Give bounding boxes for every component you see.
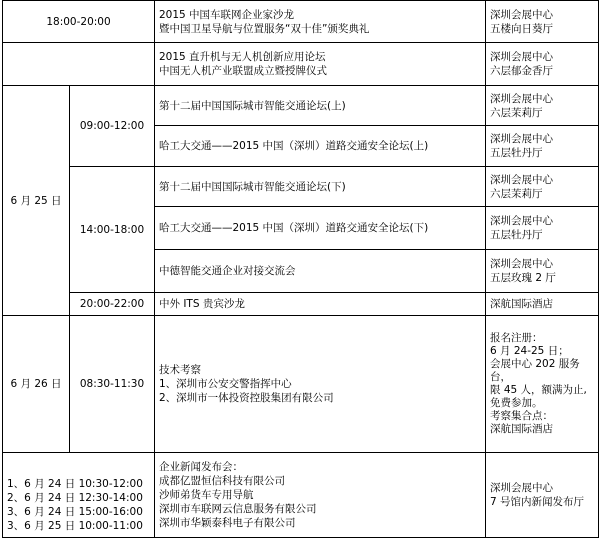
date-cell: 6 月 26 日 xyxy=(3,316,70,453)
schedule-row xyxy=(3,167,599,207)
venue-line: 五层牡丹厅 xyxy=(490,229,543,241)
schedule-row xyxy=(3,293,599,316)
date-line: 3、6 月 25 日 10:00-11:00 xyxy=(7,520,143,532)
venue-line: 报名注册： xyxy=(490,332,543,344)
time-cell: 14:00-18:00 xyxy=(70,167,155,293)
venue-line: 六层茉莉厅 xyxy=(490,187,543,200)
time-cell: 18:00-20:00 xyxy=(3,1,155,43)
venue-line: 深圳会展中心 xyxy=(490,51,553,63)
event-cell xyxy=(155,43,486,86)
event-line: 技术考察 xyxy=(159,364,201,376)
event-cell: 第十二届中国国际城市智能交通论坛(下) xyxy=(155,167,486,207)
event-cell xyxy=(155,453,486,538)
venue-line: 五层牡丹厅 xyxy=(490,147,543,159)
venue-cell xyxy=(486,250,599,293)
event-cell: 第十二届中国国际城市智能交通论坛(上) xyxy=(155,86,486,126)
venue-line: 6 月 24-25 日； xyxy=(490,345,569,357)
event-line: 暨中国卫星导航与位置服务“双十佳”颁奖典礼 xyxy=(159,22,370,35)
venue-line: 深圳会展中心 xyxy=(490,482,553,494)
venue-line: 深圳会展中心 xyxy=(490,8,553,21)
event-cell: 中外 ITS 贵宾沙龙 xyxy=(155,293,486,316)
venue-cell xyxy=(486,453,599,538)
venue-line: 六层茉莉厅 xyxy=(490,106,543,119)
event-line: 中国无人机产业联盟成立暨授牌仪式 xyxy=(159,65,327,77)
event-cell: 哈工大交通——2015 中国（深圳）道路交通安全论坛(上) xyxy=(155,126,486,167)
venue-cell xyxy=(486,167,599,207)
event-line: 深圳市车联网云信息服务有限公司 xyxy=(159,503,317,515)
time-cell xyxy=(3,43,155,86)
event-line: 成都亿盟恒信科技有限公司 xyxy=(159,475,285,487)
schedule-row xyxy=(3,316,599,453)
venue-cell xyxy=(486,126,599,167)
date-cell: 6 月 25 日 xyxy=(3,86,70,316)
venue-line: 深圳会展中心 xyxy=(490,92,553,105)
venue-cell xyxy=(486,43,599,86)
time-cell: 20:00-22:00 xyxy=(70,293,155,316)
venue-line: 考察集合点： xyxy=(490,410,553,422)
venue-line: 深航国际酒店 xyxy=(490,423,553,435)
date-line: 1、6 月 24 日 10:30-12:00 xyxy=(7,478,143,490)
venue-line: 深圳会展中心 xyxy=(490,215,553,227)
event-line: 2015 直升机与无人机创新应用论坛 xyxy=(159,51,326,63)
event-cell xyxy=(155,1,486,43)
venue-line: 深圳会展中心 xyxy=(490,133,553,145)
event-line: 2015 中国车联网企业家沙龙 xyxy=(159,8,295,21)
schedule-row xyxy=(3,1,599,43)
time-cell: 09:00-12:00 xyxy=(70,86,155,167)
venue-line: 深圳会展中心 xyxy=(490,258,553,270)
schedule-row xyxy=(3,43,599,86)
venue-cell: 深航国际酒店 xyxy=(486,293,599,316)
venue-line: 五层玫瑰 2 厅 xyxy=(490,272,556,284)
event-cell: 哈工大交通——2015 中国（深圳）道路交通安全论坛(下) xyxy=(155,207,486,250)
venue-line: 深圳会展中心 xyxy=(490,173,553,186)
venue-cell xyxy=(486,207,599,250)
venue-line: 会展中心 202 服务台， xyxy=(490,358,580,383)
time-cell: 08:30-11:30 xyxy=(70,316,155,453)
event-line: 沙师弟货车专用导航 xyxy=(159,489,254,501)
venue-line: 五楼向日葵厅 xyxy=(490,22,553,35)
date-line: 2、6 月 24 日 12:30-14:00 xyxy=(7,492,143,504)
venue-cell xyxy=(486,86,599,126)
venue-line: 7 号馆内新闻发布厅 xyxy=(490,496,585,508)
date-line: 3、6 月 24 日 15:00-16:00 xyxy=(7,506,143,518)
schedule-table xyxy=(2,0,599,538)
venue-cell xyxy=(486,316,599,453)
event-cell xyxy=(155,316,486,453)
event-line: 1、深圳市公安交警指挥中心 xyxy=(159,378,292,390)
venue-line: 限 45 人，额满为止, 免费参加。 xyxy=(490,384,587,409)
event-cell: 中德智能交通企业对接交流会 xyxy=(155,250,486,293)
event-line: 企业新闻发布会： xyxy=(159,461,243,473)
schedule-row xyxy=(3,453,599,538)
venue-cell xyxy=(486,1,599,43)
date-cell xyxy=(3,453,155,538)
event-line: 深圳市华颖泰科电子有限公司 xyxy=(159,517,296,529)
event-line: 2、深圳市一体投资控股集团有限公司 xyxy=(159,392,334,404)
venue-line: 六层郁金香厅 xyxy=(490,65,553,77)
schedule-row xyxy=(3,86,599,126)
